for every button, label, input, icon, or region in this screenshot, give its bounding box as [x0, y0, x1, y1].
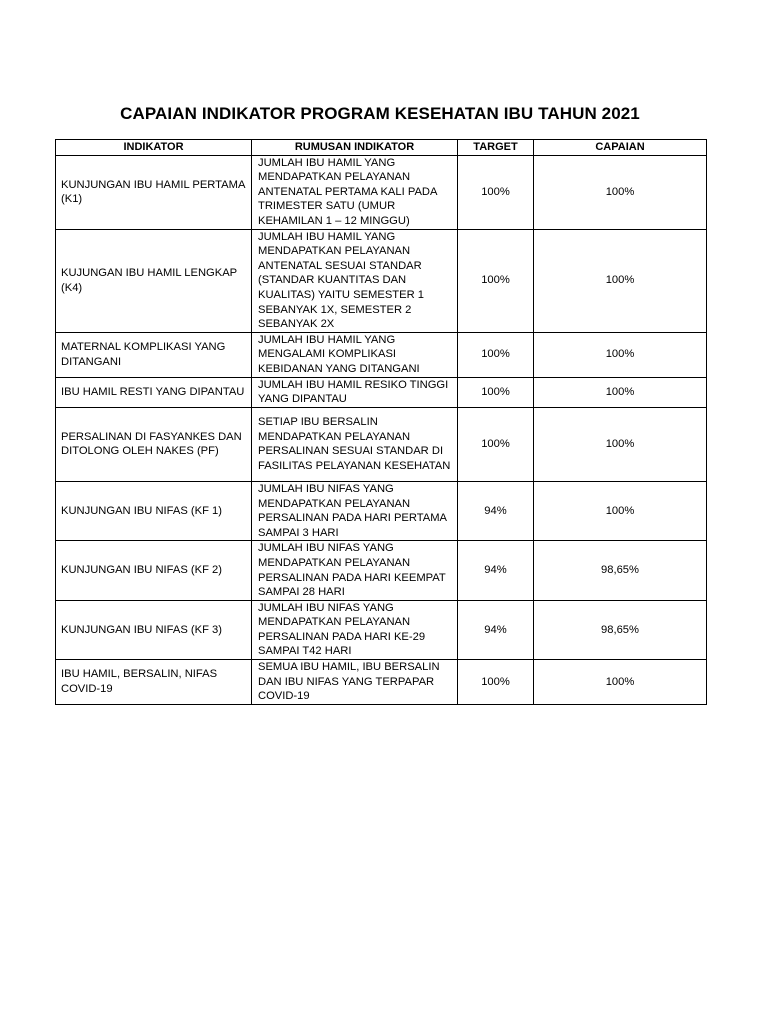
cell-capaian: 98,65%	[534, 600, 707, 659]
cell-target: 100%	[458, 377, 534, 407]
cell-indikator: KUNJUNGAN IBU NIFAS (KF 3)	[56, 600, 252, 659]
cell-capaian: 100%	[534, 332, 707, 377]
cell-indikator: KUNJUNGAN IBU HAMIL PERTAMA (K1)	[56, 155, 252, 229]
cell-indikator: IBU HAMIL, BERSALIN, NIFAS COVID-19	[56, 660, 252, 705]
cell-capaian: 100%	[534, 660, 707, 705]
header-capaian: CAPAIAN	[534, 140, 707, 156]
cell-rumusan: JUMLAH IBU HAMIL YANG MENGALAMI KOMPLIKASI KEBIDANAN YANG DITANGANI	[252, 332, 458, 377]
cell-capaian: 100%	[534, 155, 707, 229]
cell-target: 100%	[458, 407, 534, 481]
cell-capaian: 98,65%	[534, 541, 707, 600]
table-row	[56, 407, 707, 481]
cell-indikator: KUNJUNGAN IBU NIFAS (KF 2)	[56, 541, 252, 600]
cell-capaian: 100%	[534, 481, 707, 540]
table-row	[56, 377, 707, 407]
indicator-table	[55, 139, 707, 705]
cell-target: 94%	[458, 541, 534, 600]
cell-target: 100%	[458, 155, 534, 229]
table-row	[56, 660, 707, 705]
cell-rumusan: SETIAP IBU BERSALIN MENDAPATKAN PELAYANAN PERSALINAN SESUAI STANDAR DI FASILITAS PELAYANAN KESEHATAN	[252, 407, 458, 481]
table-row	[56, 600, 707, 659]
cell-capaian: 100%	[534, 377, 707, 407]
header-indikator: INDIKATOR	[56, 140, 252, 156]
cell-indikator: KUJUNGAN IBU HAMIL LENGKAP (K4)	[56, 229, 252, 332]
cell-target: 100%	[458, 229, 534, 332]
cell-indikator: MATERNAL KOMPLIKASI YANG DITANGANI	[56, 332, 252, 377]
cell-rumusan: JUMLAH IBU NIFAS YANG MENDAPATKAN PELAYANAN PERSALINAN PADA HARI KEEMPAT SAMPAI 28 HARI	[252, 541, 458, 600]
cell-target: 94%	[458, 481, 534, 540]
page-title: CAPAIAN INDIKATOR PROGRAM KESEHATAN IBU TAHUN 2021	[120, 104, 640, 123]
cell-rumusan: JUMLAH IBU HAMIL YANG MENDAPATKAN PELAYANAN ANTENATAL PERTAMA KALI PADA TRIMESTER SATU (UMUR KEHAMILAN 1 – 12 MINGGU)	[252, 155, 458, 229]
cell-target: 100%	[458, 332, 534, 377]
cell-rumusan: SEMUA IBU HAMIL, IBU BERSALIN DAN IBU NIFAS YANG TERPAPAR COVID-19	[252, 660, 458, 705]
header-target: TARGET	[458, 140, 534, 156]
cell-capaian: 100%	[534, 407, 707, 481]
cell-rumusan: JUMLAH IBU HAMIL RESIKO TINGGI YANG DIPANTAU	[252, 377, 458, 407]
table-row	[56, 332, 707, 377]
cell-rumusan: JUMLAH IBU HAMIL YANG MENDAPATKAN PELAYANAN ANTENATAL SESUAI STANDAR (STANDAR KUANTITAS DAN KUALITAS) YAITU SEMESTER 1 SEBANYAK 1X, SEMESTER 2 SEBANYAK 2X	[252, 229, 458, 332]
table-row	[56, 541, 707, 600]
cell-target: 94%	[458, 600, 534, 659]
table-header-row	[56, 140, 707, 156]
table-row	[56, 155, 707, 229]
cell-indikator: IBU HAMIL RESTI YANG DIPANTAU	[56, 377, 252, 407]
cell-rumusan: JUMLAH IBU NIFAS YANG MENDAPATKAN PELAYANAN PERSALINAN PADA HARI KE-29 SAMPAI T42 HARI	[252, 600, 458, 659]
cell-capaian: 100%	[534, 229, 707, 332]
cell-rumusan: JUMLAH IBU NIFAS YANG MENDAPATKAN PELAYANAN PERSALINAN PADA HARI PERTAMA SAMPAI 3 HARI	[252, 481, 458, 540]
table-row	[56, 481, 707, 540]
cell-target: 100%	[458, 660, 534, 705]
table-row	[56, 229, 707, 332]
header-rumusan: RUMUSAN INDIKATOR	[252, 140, 458, 156]
cell-indikator: PERSALINAN DI FASYANKES DAN DITOLONG OLEH NAKES (PF)	[56, 407, 252, 481]
cell-indikator: KUNJUNGAN IBU NIFAS (KF 1)	[56, 481, 252, 540]
